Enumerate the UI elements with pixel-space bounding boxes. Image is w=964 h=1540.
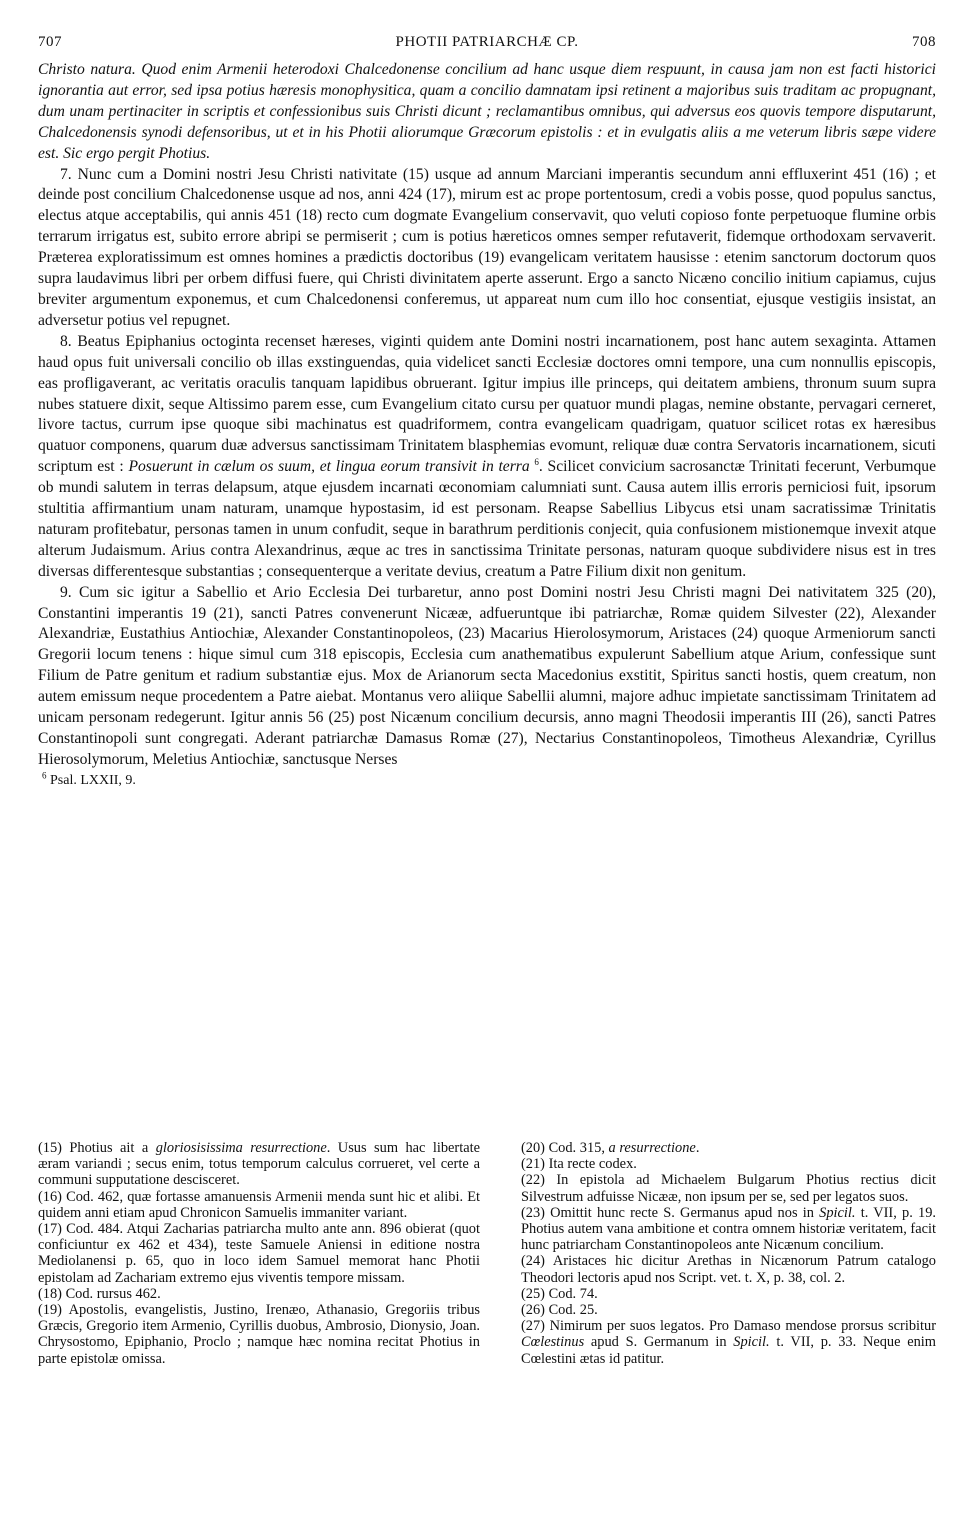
- footnote-text: (19) Apostolis, evangelistis, Justino, Irenæo, Athanasio, Gregoriis tribus Græcis, Gregorio item Armenio, Cyrillis duobus, Ambrosio, Dionysio, Joan. Chrysostomo, Epiphanio, Proclo ; namque hæc nomina recitat Photius in parte epistolæ omissa.: [38, 1302, 480, 1367]
- notes-right-column: [521, 1140, 936, 1367]
- footnote-italic: Spicil.: [819, 1204, 856, 1221]
- footnote-text: (26) Cod. 25.: [521, 1302, 598, 1319]
- paragraph-8-part-a: 8. Beatus Epiphanius octoginta recenset hæreses, viginti quidem ante Domini nostri incarnationem, post hanc autem sexaginta. Attamen haud opus fuit universali concilio ob illas exstinguendas, quia videlicet sancti Ecclesiæ doctores omni tempore, una cum nonnullis episcopis, eas profligaverant, ac veritatis oraculis tanquam lapidibus obruerant. Igitur impius ille princeps, qui deitatem ambiens, thronum suum supra nubes statuere dixit, seque Altissimo parem esse, cum Evangelium citato cursu per quatuor mundi plagas, nemine obstante, pervagari cerneret, livore tactus, currum ipse quoque sibi machinatus est quadriformem, contra evangelicam quadrigam, quatuor scilicet rotas ex hæresibus quatuor componens, quarum duæ adversus sanctissimam Trinitatem blasphemias evomunt, reliquæ duæ contra Servatoris incarnationem, sicuti scriptum est :: [38, 332, 936, 476]
- paragraph-8: [38, 332, 936, 583]
- footnote-text: (22) In epistola ad Michaelem Bulgarum Photius rectius dicit Silvestrum adfuisse Nicææ, non ipsum per se, sed per legatos suos.: [521, 1172, 936, 1205]
- footnote: [38, 1302, 480, 1367]
- footnote: [521, 1302, 936, 1318]
- footnote: [38, 1221, 480, 1286]
- footnote-text: t. VII, p. 33. Neque enim Cœlestini ætas id patitur.: [521, 1334, 936, 1367]
- footnote: [521, 1318, 936, 1367]
- footnote: [38, 1189, 480, 1221]
- footnote-italic: gloriosisissima resurrectione: [155, 1140, 327, 1156]
- footnote-italic: Spicil.: [733, 1334, 770, 1351]
- footnote-text: .: [695, 1140, 700, 1156]
- running-title: PHOTII PATRIARCHÆ CP.: [395, 34, 579, 50]
- footnote-text: . Usus sum hac libertate æram variandi ; secus enim, totus temporum calculus corrueret, vel certe a communi supputatione descisceret.: [38, 1140, 480, 1189]
- scripture-quote: Posuerunt in cælum os suum, et lingua eorum transivit in terra: [128, 458, 530, 476]
- footnote: [521, 1253, 936, 1285]
- main-text: [38, 60, 936, 771]
- page: [38, 34, 936, 789]
- footnote: [521, 1205, 936, 1254]
- footnote-text: (16) Cod. 462, quæ fortasse amanuensis Armenii menda sunt hic et alibi. Et quidem anni etiam apud Chronicon Samuelis immaniter variant.: [38, 1188, 480, 1221]
- footnote-text: t. VII, p. 19. Photius autem vana ambitione et contra omnem historiæ veritatem, facit hunc patriarcham Constantinopoleos ante Nicænum concilium.: [521, 1204, 936, 1254]
- footnote-text: (27) Nimirum per suos legatos. Pro Damaso mendose prorsus scribitur: [521, 1318, 936, 1335]
- footnote-italic: Cœlestinus: [521, 1334, 585, 1351]
- notes-left-column: [38, 1140, 480, 1367]
- footnote-text: (25) Cod. 74.: [521, 1285, 598, 1302]
- footnote: [521, 1172, 936, 1204]
- footnote: [38, 1140, 480, 1189]
- footnote-mark: 6: [534, 457, 539, 468]
- right-page-number: 708: [912, 34, 936, 50]
- footnote-text: (18) Cod. rursus 462.: [38, 1285, 161, 1302]
- footnote-text: apud S. Germanum in: [584, 1334, 734, 1351]
- left-page-number: 707: [38, 34, 62, 50]
- footnote-text: (24) Aristaces hic dicitur Arethas in Nicænorum Patrum catalogo Theodori lectoris apud nos Script. vet. t. X, p. 38, col. 2.: [521, 1253, 936, 1286]
- paragraph-7: 7. Nunc cum a Domini nostri Jesu Christi nativitate (15) usque ad annum Marciani imperantis secundum anni effluxerint 451 (16) ; et deinde post concilium Chalcedonense usque ad nos, anni 424 (17), mirum est ac prope portentosum, credi a vobis posse, quod populus sanctus, electus atque acceptabilis, qui annis 451 (18) recto cum dogmate Evangelium conservavit, quo veluti copioso fonte perpetuoque flumine orbis terrarum irrigatus est, subito errore abripi se permiserit ; cum is potius hæreticos omnes semper refutaverit, fidemque orthodoxam servaverit. Præterea exploratissimum est omnes homines a prædictis doctoribus (19) evangelicam veritatem hausisse : etenim sanctorum doctorum quos supra laudavimus libri per orbem diffusi fuere, qui Christi divinitatem aperte asserunt. Ergo a sancto Nicæno concilio initium capiamus, cujus breviter argumentum exponemus, et cum Chalcedonensi conferemus, ut appareat num cum illo hoc consentiat, ejusque vestigiis insistat, an adversetur potius vel repugnet.: [38, 165, 936, 329]
- running-header: [38, 34, 936, 56]
- footnote-text: (15) Photius ait a: [38, 1140, 156, 1156]
- footnote-text: (21) Ita recte codex.: [521, 1156, 637, 1173]
- footnote: [521, 1286, 936, 1302]
- footnote: [521, 1156, 936, 1172]
- footnote-italic: a resurrectione: [608, 1140, 696, 1156]
- bibref-text: Psal. LXXII, 9.: [46, 772, 136, 788]
- bible-reference-footnote: [38, 770, 936, 789]
- footnote-text: (23) Omittit hunc recte S. Germanus apud nos in: [521, 1204, 820, 1221]
- footnote: [521, 1140, 936, 1156]
- paragraph-9: 9. Cum sic igitur a Sabellio et Ario Ecclesia Dei turbaretur, anno post Domini nostri Jesu Christi magni Dei nativitatem 325 (20), Constantini imperantis 19 (21), sancti Patres convenerunt Nicææ, adfueruntque ibi patriarchæ, Romæ quidem Silvester (22), Alexander Alexandriæ, Eustathius Antiochiæ, Alexander Constantinopoleos, (23) Macarius Hierolosymorum, Aristaces (24) quoque Armeniorum sancti Gregorii locum tenens : hique simul cum 318 episcopis, Ecclesia cum anathematibus expulerunt Sabellium atque Arium, confessique sunt Filium de Patre genitum et radium substantiæ ejus. Mox de Arianorum secta Macedonius exstitit, Spiritus sancti hostis, quem creatum, non autem emissum neque procedentem a Patre aiebat. Montanus vero aliique Sabellii alumni, majore adhuc impietate sanctissimam Trinitatem ad unicam personam redegerunt. Igitur annis 56 (25) post Nicænum concilium decursis, anno magni Theodosii imperantis III (26), sancti Patres Constantinopoli sunt congregati. Aderant patriarchæ Damasus Romæ (27), Nectarius Constantinopoleos, Timotheus Alexandriæ, Cyrillus Hierosolymorum, Meletius Antiochiæ, sanctusque Nerses: [38, 583, 936, 768]
- paragraph-8-part-b: . Scilicet convicium sacrosanctæ Trinitati fecerunt, Verbumque ob mundi salutem in terras delapsum, atque ejusdem incarnati œconomiam calumniati sunt. Causa autem illis erroris perniciosi fuit, ipsorum stultitia affirmantium unam naturam, unamque hypostasim, id est personam. Reapse Sabellius Libycus etsi unam sacratissimæ Trinitatis naturam profitebatur, personas tamen in unum confudit, seque in barathrum perditionis conjecit, quia confusionem mistionemque invexit atque alterum Judaismum. Arius contra Alexandrinus, æque ac tres in sanctissima Trinitate personas, naturam quoque subdividere nisus est in tres diversas differentesque substantias ; consequenterque a veritate devius, creatum a Patre Filium dixit non genitum.: [38, 458, 936, 580]
- editorial-notes: [38, 1140, 936, 1367]
- footnote-text: (17) Cod. 484. Atqui Zacharias patriarcha multo ante ann. 896 obierat (quot conficiuntur ex 462 et 434), teste Samuele Aniensi in editione nostra Mediolanensi p. 65, quo in loco idem Samuel memorat hanc Photii epistolam ad Zachariam extremo ejus viventis tempore missam.: [38, 1221, 480, 1286]
- bibref-mark: 6: [42, 770, 47, 781]
- footnote: [38, 1286, 480, 1302]
- footnote-text: (20) Cod. 315,: [521, 1140, 609, 1156]
- intro-paragraph: Christo natura. Quod enim Armenii heterodoxi Chalcedonense concilium ad hanc usque diem respuunt, in causa jam non est facti historici ignorantia aut error, sed ipsa potius hæresis monophysitica, quam a concilio damnatam ipsi retinent a majoribus suis traditam ac propugnant, dum unam pertinaciter in scriptis et confessionibus suis Christi dicunt ; reclamantibus omnibus, qui adversus eos quovis tempore disputarunt, Chalcedonensis synodi defensoribus, ut et in his Photii aliorumque Græcorum epistolis : et in evulgatis aliis a me veterum libris sæpe videre est. Sic ergo pergit Photius.: [38, 61, 936, 162]
